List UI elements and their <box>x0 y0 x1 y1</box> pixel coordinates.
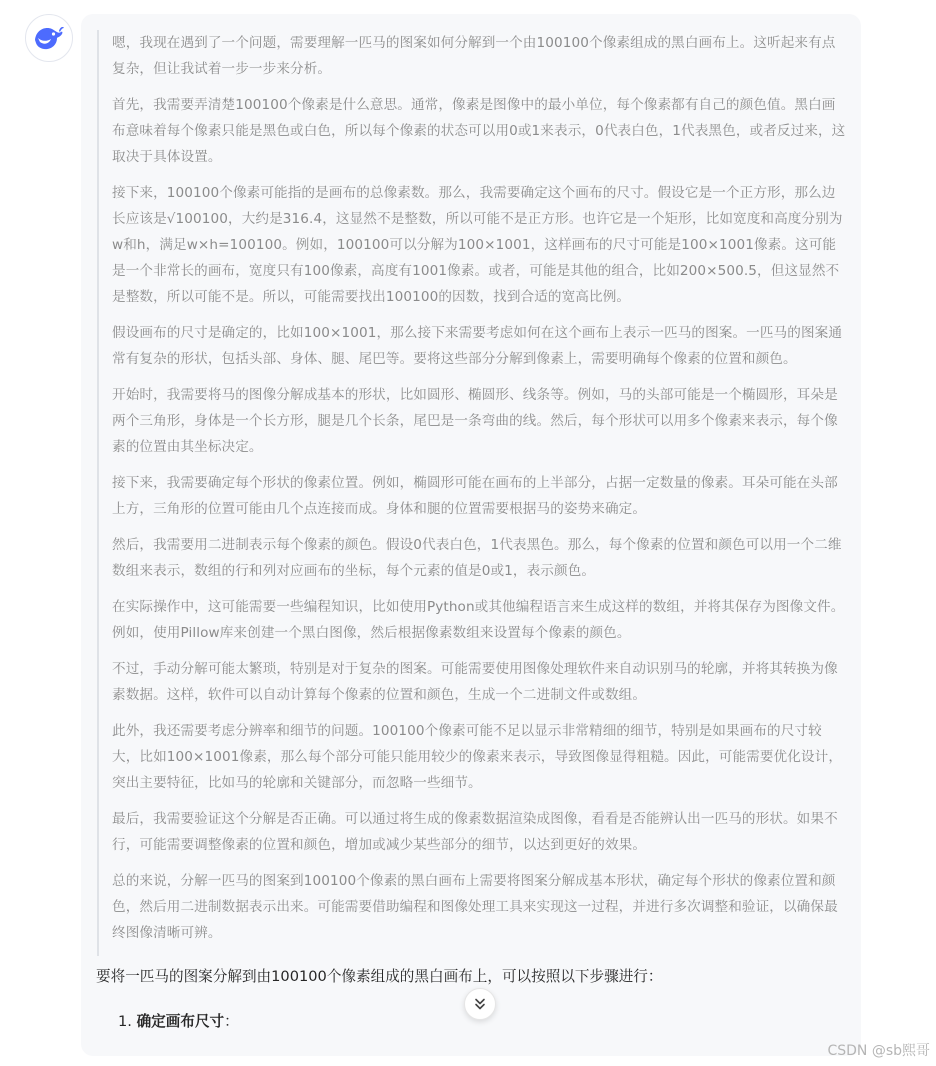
step-suffix: ： <box>224 1013 239 1030</box>
double-chevron-down-icon <box>472 996 488 1012</box>
step-title: 确定画布尺寸 <box>136 1013 225 1030</box>
scroll-to-bottom-button[interactable] <box>464 988 496 1020</box>
thinking-block <box>97 30 847 956</box>
whale-logo-icon <box>32 21 66 55</box>
thinking-paragraph: 不过，手动分解可能太繁琐，特别是对于复杂的图案。可能需要使用图像处理软件来自动识别马的轮廓，并将其转换为像素数据。这样，软件可以自动计算每个像素的位置和颜色，生成一个二进制文件或数组。 <box>112 661 838 703</box>
answer-step <box>118 1009 239 1035</box>
thinking-paragraph: 开始时，我需要将马的图像分解成基本的形状，比如圆形、椭圆形、线条等。例如，马的头部可能是一个椭圆形，耳朵是两个三角形，身体是一个长方形，腿是几个长条，尾巴是一条弯曲的线。然后，每个形状可以用多个像素来表示，每个像素的位置由其坐标决定。 <box>112 387 838 455</box>
watermark: CSDN @sb熙哥 <box>827 1043 930 1059</box>
thinking-paragraph: 此外，我还需要考虑分辨率和细节的问题。100100个像素可能不足以显示非常精细的细节，特别是如果画布的尺寸较大，比如100×1001像素，那么每个部分可能只能用较少的像素来表示，导致图像显得粗糙。因此，可能需要优化设计，突出主要特征，比如马的轮廓和关键部分，而忽略一些细节。 <box>112 723 843 791</box>
thinking-paragraph: 首先，我需要弄清楚100100个像素是什么意思。通常，像素是图像中的最小单位，每个像素都有自己的颜色值。黑白画布意味着每个像素只能是黑色或白色，所以每个像素的状态可以用0或1来表示，0代表白色，1代表黑色，或者反过来，这取决于具体设置。 <box>112 97 846 165</box>
thinking-paragraph: 然后，我需要用二进制表示每个像素的颜色。假设0代表白色，1代表黑色。那么，每个像素的位置和颜色可以用一个二维数组来表示，数组的行和列对应画布的坐标，每个元素的值是0或1，表示颜色。 <box>112 537 842 579</box>
thinking-paragraph: 在实际操作中，这可能需要一些编程知识，比如使用Python或其他编程语言来生成这样的数组，并将其保存为图像文件。例如，使用Pillow库来创建一个黑白图像，然后根据像素数组来设置每个像素的颜色。 <box>112 599 845 641</box>
answer-intro: 要将一匹马的图案分解到由100100个像素组成的黑白画布上，可以按照以下步骤进行： <box>96 968 663 985</box>
assistant-message <box>81 14 861 1056</box>
thinking-paragraph: 假设画布的尺寸是确定的，比如100×1001，那么接下来需要考虑如何在这个画布上表示一匹马的图案。一匹马的图案通常有复杂的形状，包括头部、身体、腿、尾巴等。要将这些部分分解到像素上，需要明确每个像素的位置和颜色。 <box>112 325 843 367</box>
thinking-paragraph: 最后，我需要验证这个分解是否正确。可以通过将生成的像素数据渲染成图像，看看是否能辨认出一匹马的形状。如果不行，可能需要调整像素的位置和颜色，增加或减少某些部分的细节，以达到更好的效果。 <box>112 811 838 853</box>
assistant-avatar <box>25 14 73 62</box>
thinking-paragraph: 总的来说，分解一匹马的图案到100100个像素的黑白画布上需要将图案分解成基本形状，确定每个形状的像素位置和颜色，然后用二进制数据表示出来。可能需要借助编程和图像处理工具来实现这一过程，并进行多次调整和验证，以确保最终图像清晰可辨。 <box>112 873 838 941</box>
step-number: 1. <box>118 1013 132 1030</box>
thinking-paragraph: 嗯，我现在遇到了一个问题，需要理解一匹马的图案如何分解到一个由100100个像素组成的黑白画布上。这听起来有点复杂，但让我试着一步一步来分析。 <box>112 35 836 77</box>
thinking-paragraph: 接下来，100100个像素可能指的是画布的总像素数。那么，我需要确定这个画布的尺寸。假设它是一个正方形，那么边长应该是√100100，大约是316.4，这显然不是整数，所以可能不是正方形。也许它是一个矩形，比如宽度和高度分别为w和h，满足w×h=100100。例如，100100可以分解为100×1001，这样画布的尺寸可能是100×1001像素。这可能是一个非常长的画布，宽度只有100像素，高度有1001像素。或者，可能是其他的组合，比如200×500.5，但这显然不是整数，所以可能不是。所以，可能需要找出100100的因数，找到合适的宽高比例。 <box>112 185 843 305</box>
thinking-paragraph: 接下来，我需要确定每个形状的像素位置。例如，椭圆形可能在画布的上半部分，占据一定数量的像素。耳朵可能在头部上方，三角形的位置可能由几个点连接而成。身体和腿的位置需要根据马的姿势来确定。 <box>112 475 838 517</box>
